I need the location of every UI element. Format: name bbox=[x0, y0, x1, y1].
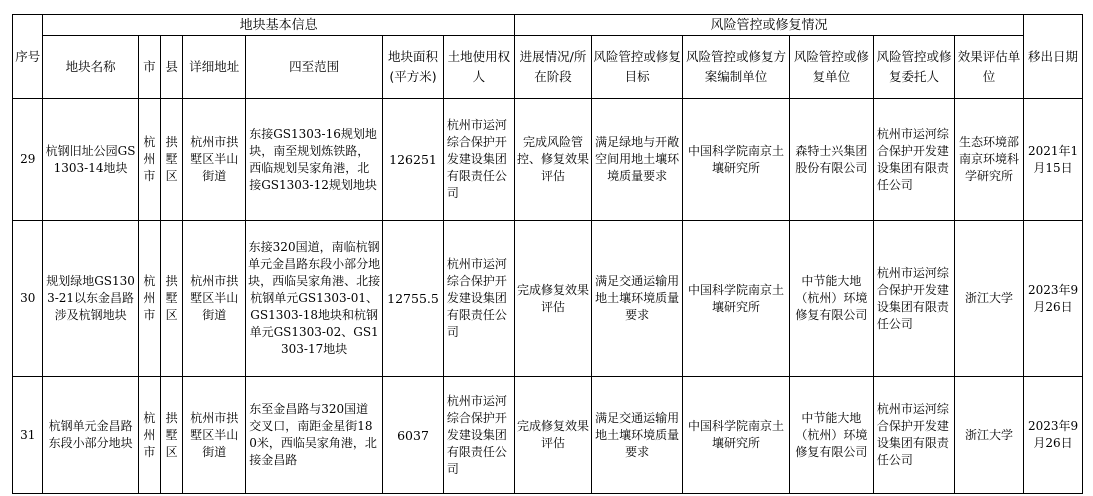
cell-address: 杭州市拱墅区半山街道 bbox=[183, 377, 246, 494]
table-row bbox=[13, 221, 1083, 377]
cell-eval-unit: 浙江大学 bbox=[955, 377, 1024, 494]
cell-city: 杭州市 bbox=[138, 221, 160, 377]
col-area: 地块面积(平方米) bbox=[383, 36, 444, 99]
cell-removal-date: 2023年9月26日 bbox=[1024, 221, 1083, 377]
cell-progress: 完成修复效果评估 bbox=[514, 377, 591, 494]
cell-goal: 满足交通运输用地土壤环境质量要求 bbox=[592, 221, 683, 377]
cell-address: 杭州市拱墅区半山街道 bbox=[183, 99, 246, 221]
cell-repair-unit: 中节能大地（杭州）环境修复有限公司 bbox=[789, 377, 873, 494]
cell-area: 126251 bbox=[383, 99, 444, 221]
table-row bbox=[13, 377, 1083, 494]
cell-plan-unit: 中国科学院南京土壤研究所 bbox=[683, 377, 789, 494]
cell-boundary: 东接320国道，南临杭钢单元金昌路东段小部分地块，西临吴家角港、北接杭钢单元GS1303-01、GS1303-18地块和杭钢单元GS1303-02、GS1303-17地块 bbox=[246, 221, 383, 377]
col-name: 地块名称 bbox=[43, 36, 138, 99]
cell-name: 规划绿地GS1303-21以东金昌路涉及杭钢地块 bbox=[43, 221, 138, 377]
cell-county: 拱墅区 bbox=[161, 377, 183, 494]
group-header-row bbox=[13, 15, 1083, 36]
cell-city: 杭州市 bbox=[138, 377, 160, 494]
cell-boundary: 东接GS1303-16规划地块，南至规划炼铁路，西临规划吴家角港，北接GS1303-12规划地块 bbox=[246, 99, 383, 221]
cell-client: 杭州市运河综合保护开发建设集团有限责任公司 bbox=[873, 99, 954, 221]
col-goal: 风险管控或修复目标 bbox=[592, 36, 683, 99]
cell-eval-unit: 浙江大学 bbox=[955, 221, 1024, 377]
col-plan-unit: 风险管控或修复方案编制单位 bbox=[683, 36, 789, 99]
cell-plan-unit: 中国科学院南京土壤研究所 bbox=[683, 99, 789, 221]
cell-address: 杭州市拱墅区半山街道 bbox=[183, 221, 246, 377]
cell-progress: 完成修复效果评估 bbox=[514, 221, 591, 377]
cell-area: 12755.5 bbox=[383, 221, 444, 377]
cell-name: 杭钢旧址公园GS1303-14地块 bbox=[43, 99, 138, 221]
cell-seq: 29 bbox=[13, 99, 43, 221]
cell-goal: 满足交通运输用地土壤环境质量要求 bbox=[592, 377, 683, 494]
cell-removal-date: 2023年9月26日 bbox=[1024, 377, 1083, 494]
col-address: 详细地址 bbox=[183, 36, 246, 99]
cell-county: 拱墅区 bbox=[161, 221, 183, 377]
col-seq: 序号 bbox=[13, 15, 43, 99]
col-city: 市 bbox=[138, 36, 160, 99]
cell-client: 杭州市运河综合保护开发建设集团有限责任公司 bbox=[873, 377, 954, 494]
col-client: 风险管控或修复委托人 bbox=[873, 36, 954, 99]
cell-eval-unit: 生态环境部南京环境科学研究所 bbox=[955, 99, 1024, 221]
cell-owner: 杭州市运河综合保护开发建设集团有限责任公司 bbox=[443, 99, 514, 221]
col-repair-unit: 风险管控或修复单位 bbox=[789, 36, 873, 99]
cell-plan-unit: 中国科学院南京土壤研究所 bbox=[683, 221, 789, 377]
cell-name: 杭钢单元金昌路东段小部分地块 bbox=[43, 377, 138, 494]
cell-seq: 31 bbox=[13, 377, 43, 494]
cell-progress: 完成风险管控、修复效果评估 bbox=[514, 99, 591, 221]
group-risk-control: 风险管控或修复情况 bbox=[514, 15, 1023, 36]
col-county: 县 bbox=[161, 36, 183, 99]
site-removal-table bbox=[12, 14, 1083, 494]
col-boundary: 四至范围 bbox=[246, 36, 383, 99]
cell-repair-unit: 森特士兴集团股份有限公司 bbox=[789, 99, 873, 221]
cell-city: 杭州市 bbox=[138, 99, 160, 221]
table-row bbox=[13, 99, 1083, 221]
cell-owner: 杭州市运河综合保护开发建设集团有限责任公司 bbox=[443, 377, 514, 494]
col-owner: 土地使用权人 bbox=[443, 36, 514, 99]
col-progress: 进展情况/所在阶段 bbox=[514, 36, 591, 99]
cell-removal-date: 2021年1月15日 bbox=[1024, 99, 1083, 221]
col-removal-date: 移出日期 bbox=[1024, 15, 1083, 99]
cell-area: 6037 bbox=[383, 377, 444, 494]
cell-client: 杭州市运河综合保护开发建设集团有限责任公司 bbox=[873, 221, 954, 377]
cell-goal: 满足绿地与开敞空间用地土壤环境质量要求 bbox=[592, 99, 683, 221]
cell-county: 拱墅区 bbox=[161, 99, 183, 221]
cell-boundary: 东至金昌路与320国道交叉口，南距金星街180米，西临吴家角港，北接金昌路 bbox=[246, 377, 383, 494]
cell-seq: 30 bbox=[13, 221, 43, 377]
group-basic-info: 地块基本信息 bbox=[43, 15, 515, 36]
cell-repair-unit: 中节能大地（杭州）环境修复有限公司 bbox=[789, 221, 873, 377]
column-header-row bbox=[13, 36, 1083, 99]
col-eval-unit: 效果评估单位 bbox=[955, 36, 1024, 99]
cell-owner: 杭州市运河综合保护开发建设集团有限责任公司 bbox=[443, 221, 514, 377]
